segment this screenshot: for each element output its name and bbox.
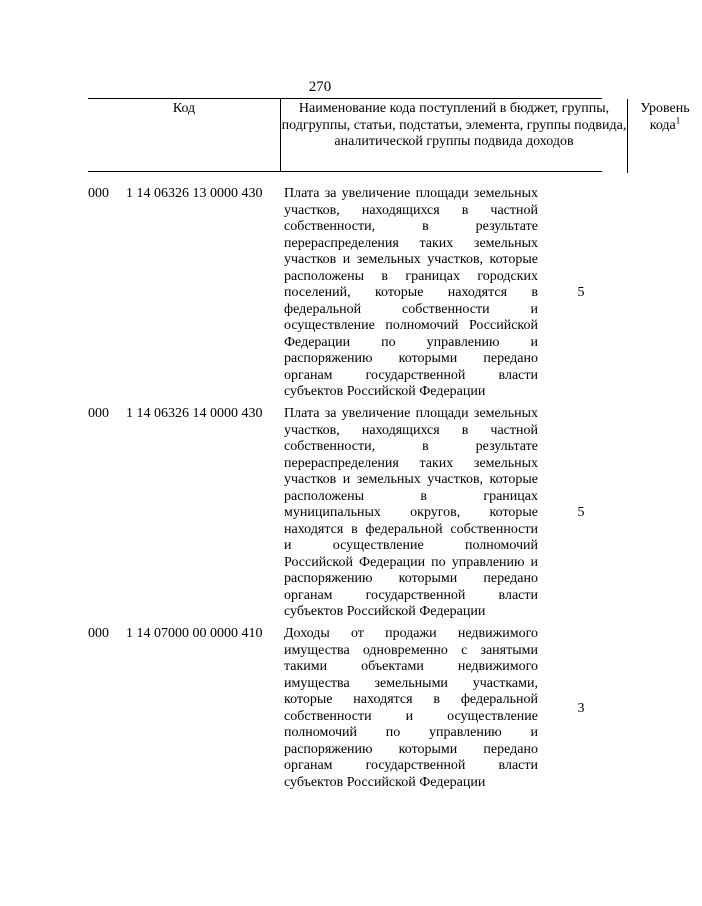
table-row	[88, 626, 602, 791]
description-line: находятся в федеральной собственности	[284, 521, 538, 537]
description-line: которые находятся в федеральной	[284, 692, 538, 707]
description-line: такими объектами недвижимого	[284, 659, 538, 674]
description-line: перераспределения таких земельных	[284, 235, 538, 251]
code-level: 5	[577, 285, 585, 300]
header-code-label: Код	[172, 101, 196, 116]
revenue-description	[284, 406, 538, 621]
header-name: Наименование кода поступлений в бюджет, группы, подгруппы, статьи, подстатьи, элемента, группы подвида, аналитической группы подвида доходов	[281, 99, 628, 173]
description-line: участков, находящихся в частной	[284, 202, 538, 218]
admin-code: 000	[88, 406, 109, 421]
code-level: 5	[577, 505, 585, 520]
header-code	[88, 99, 281, 171]
description-line: собственности и осуществление	[284, 708, 538, 724]
description-line: имущества земельными участками,	[284, 675, 538, 691]
description-line: распоряжению которыми передано	[284, 351, 538, 366]
description-line: расположены в границах городских	[284, 268, 538, 284]
description-line: Российской Федерации по управлению и	[284, 554, 538, 570]
description-line: участков, находящихся в частной	[284, 422, 538, 438]
code-level: 3	[577, 701, 585, 716]
description-line: Доходы от продажи недвижимого	[284, 626, 538, 641]
header-level	[628, 99, 702, 173]
description-line: поселений, которые находятся в	[284, 285, 538, 300]
description-line: органам государственной власти	[284, 587, 538, 603]
revenue-code: 1 14 06326 14 0000 430	[126, 406, 263, 421]
table-header	[88, 98, 690, 172]
description-line: и осуществление полномочий	[284, 538, 538, 553]
description-line: распоряжению которыми передано	[284, 571, 538, 586]
admin-code: 000	[88, 626, 109, 641]
revenue-description	[284, 186, 538, 401]
description-line: органам государственной власти	[284, 367, 538, 383]
description-line: полномочий по управлению и	[284, 725, 538, 740]
page-number: 270	[308, 79, 332, 95]
description-line: распоряжению которыми передано	[284, 741, 538, 757]
revenue-code: 1 14 07000 00 0000 410	[126, 626, 263, 641]
description-line: субъектов Российской Федерации	[284, 604, 486, 619]
description-line: Федерации по управлению и	[284, 334, 538, 350]
admin-code: 000	[88, 186, 109, 201]
description-line: собственности, в результате	[284, 219, 538, 234]
description-line: субъектов Российской Федерации	[284, 774, 486, 790]
description-line: муниципальных округов, которые	[284, 505, 538, 520]
table-row	[88, 406, 602, 621]
description-line: осуществление полномочий Российской	[284, 318, 538, 333]
description-line: федеральной собственности и	[284, 301, 538, 317]
header-level-label: Уровень кода	[640, 101, 690, 133]
description-line: Плата за увеличение площади земельных	[284, 406, 538, 421]
description-line: имущества одновременно с занятыми	[284, 642, 538, 658]
revenue-description	[284, 626, 538, 791]
revenue-code: 1 14 06326 13 0000 430	[126, 186, 263, 201]
description-line: Плата за увеличение площади земельных	[284, 186, 538, 201]
table-row	[88, 186, 602, 401]
description-line: участков и земельных участков, которые	[284, 252, 538, 267]
description-line: субъектов Российской Федерации	[284, 384, 486, 399]
description-line: участков и земельных участков, которые	[284, 472, 538, 487]
description-line: перераспределения таких земельных	[284, 455, 538, 471]
footnote-marker: 1	[675, 114, 681, 125]
description-line: органам государственной власти	[284, 758, 538, 773]
description-line: расположены в границах	[284, 488, 538, 504]
description-line: собственности, в результате	[284, 439, 538, 454]
